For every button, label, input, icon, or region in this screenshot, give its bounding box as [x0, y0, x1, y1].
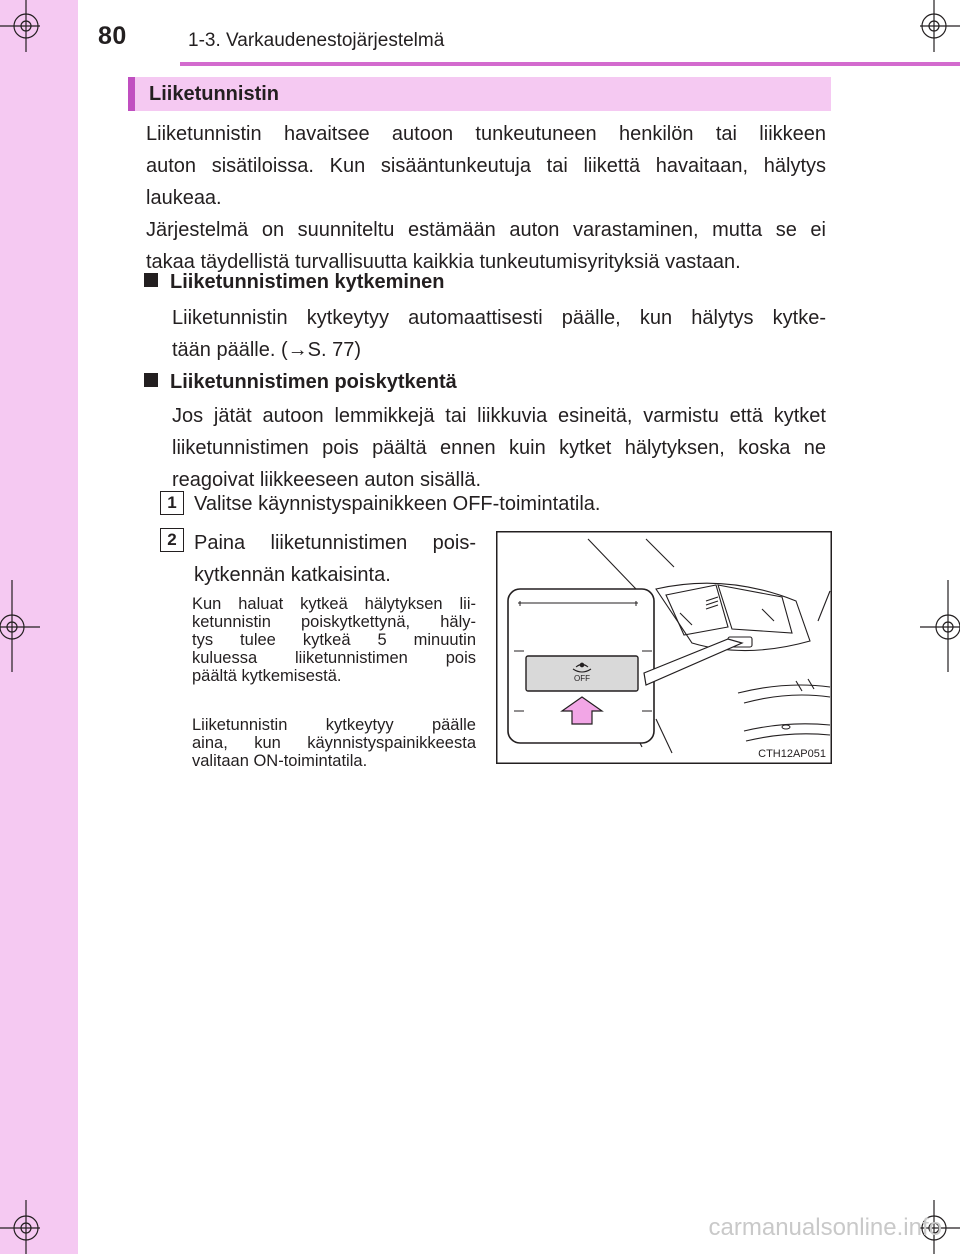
- text-line: tys tulee kytkeä 5 minuutin: [192, 631, 476, 649]
- illustration-drawing: [496, 531, 832, 764]
- text-line: Valitse käynnistyspainikkeen OFF-toimintatila.: [194, 493, 601, 515]
- text-line: tään päälle. (→S. 77): [172, 339, 361, 361]
- text-line: kytkennän katkaisinta.: [194, 564, 391, 586]
- step-number-box: 2: [160, 528, 184, 552]
- text-line: aina, kun käynnistyspainikkeesta: [192, 734, 476, 752]
- section-title: Liiketunnistin: [149, 83, 279, 105]
- text-line: reagoivat liikkeeseen auton sisällä.: [172, 469, 482, 491]
- text-line: Jos jätät autoon lemmikkejä tai liikkuvia esineitä, varmistu että kytket: [172, 405, 826, 427]
- text-line: auton sisätiloissa. Kun sisääntunkeutuja tai liikettä havaitaan, hälytys: [146, 155, 826, 177]
- intro-paragraph: [146, 118, 826, 278]
- text-line: Paina liiketunnistimen pois-: [194, 532, 476, 554]
- text-line: päältä kytkemisestä.: [192, 667, 342, 685]
- section-header: [128, 77, 831, 111]
- text-line: Kun haluat kytkeä hälytyksen lii-: [192, 595, 476, 613]
- subsection-title: Liiketunnistimen poiskytkentä: [170, 371, 457, 393]
- subsection-heading: [144, 371, 457, 394]
- step-number-box: 1: [160, 491, 184, 515]
- text-line: Liiketunnistin havaitsee autoon tunkeutuneen henkilön tai liikkeen: [146, 123, 826, 145]
- text-line: ketunnistin poiskytkettynä, häly-: [192, 613, 476, 631]
- bullet-square-icon: [144, 273, 158, 287]
- subsection-paragraph: [172, 400, 826, 496]
- text-line: takaa täydellistä turvallisuutta kaikkia tunkeutumisyrityksiä vastaan.: [146, 251, 741, 273]
- crop-mark-left-middle: [0, 580, 40, 672]
- text-line: Liiketunnistin kytkeytyy automaattisesti päälle, kun hälytys kytke-: [172, 307, 826, 329]
- figure-code: CTH12AP051: [758, 748, 826, 760]
- header-rule: [180, 62, 960, 66]
- crop-mark-top-right: [920, 0, 960, 52]
- step-text: [194, 488, 834, 520]
- note-paragraph: [192, 716, 476, 770]
- subsection-heading: [144, 271, 445, 294]
- text-line: Järjestelmä on suunniteltu estämään auton varastaminen, mutta se ei: [146, 219, 826, 241]
- crop-mark-right-middle: [920, 580, 960, 672]
- subsection-paragraph: [172, 302, 826, 366]
- text-line: Liiketunnistin kytkeytyy päälle: [192, 716, 476, 734]
- watermark: carmanualsonline.info: [708, 1214, 942, 1241]
- text-line: laukeaa.: [146, 187, 222, 209]
- note-paragraph: [192, 595, 476, 685]
- page-number: 80: [98, 22, 127, 50]
- subsection-title: Liiketunnistimen kytkeminen: [170, 271, 445, 293]
- overhead-console-illustration: [496, 531, 832, 764]
- text-line: kuluessa liiketunnistimen pois: [192, 649, 476, 667]
- bullet-square-icon: [144, 373, 158, 387]
- crop-mark-top-left: [0, 0, 40, 52]
- text-line: liiketunnistimen pois päältä ennen kuin kytket hälytyksen, koska ne: [172, 437, 826, 459]
- text-line: valitaan ON-toimintatila.: [192, 752, 368, 770]
- crop-mark-bottom-left: [0, 1200, 40, 1254]
- chapter-title: 1-3. Varkaudenestojärjestelmä: [188, 30, 445, 51]
- switch-off-label: OFF: [574, 674, 590, 683]
- step-text: [194, 527, 476, 591]
